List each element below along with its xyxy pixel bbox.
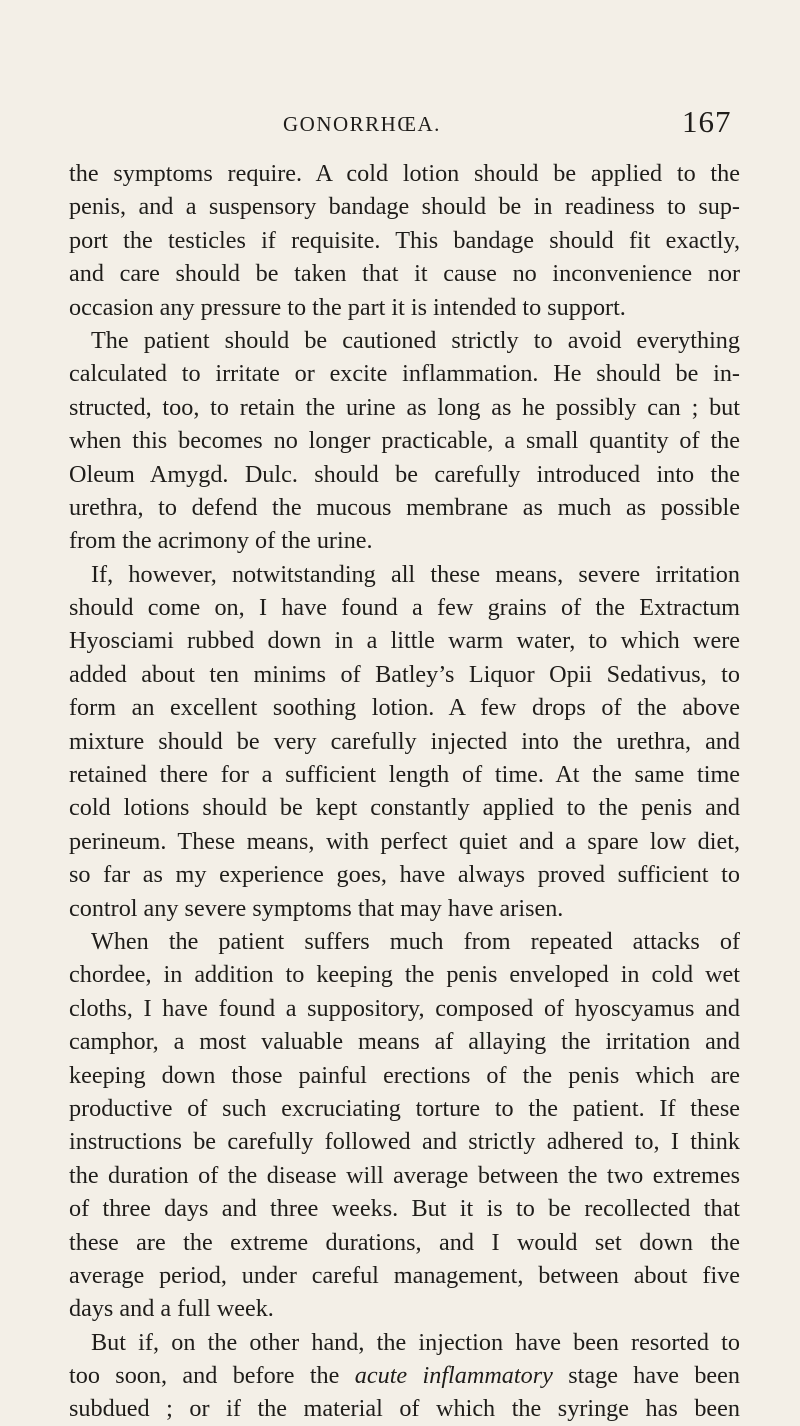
text-line: chordee, in addition to keeping the penis enveloped in cold wet — [69, 961, 740, 989]
text-run: stage have been — [552, 1362, 740, 1390]
text-line: port the testicles if requisite. This bandage should fit exactly, — [69, 226, 740, 254]
italic-phrase: acute inflammatory — [354, 1362, 553, 1390]
text-line: The patient should be cautioned strictly to avoid everything — [91, 326, 740, 354]
text-line-with-italic — [69, 1359, 740, 1392]
text-line: average period, under careful management, between about five — [69, 1261, 740, 1289]
text-line: should come on, I have found a few grains of the Extractum — [69, 594, 740, 622]
text-line: productive of such excruciating torture to the patient. If these — [69, 1094, 740, 1122]
text-line: But if, on the other hand, the injection have been resorted to — [91, 1328, 740, 1356]
text-line: from the acrimony of the urine. — [69, 527, 373, 555]
text-line: keeping down those painful erections of the penis which are — [69, 1061, 740, 1089]
text-line: these are the extreme durations, and I would set down the — [69, 1228, 740, 1256]
text-line: subdued ; or if the material of which the syringe has been — [69, 1395, 740, 1423]
text-line: urethra, to defend the mucous membrane as much as possible — [69, 493, 740, 521]
text-line: the symptoms require. A cold lotion should be applied to the — [69, 160, 740, 187]
running-head — [0, 104, 800, 142]
text-line: cold lotions should be kept constantly applied to the penis and — [69, 794, 740, 822]
text-line: structed, too, to retain the urine as long as he possibly can ; but — [69, 393, 740, 421]
text-line: added about ten minims of Batley’s Liquor Opii Sedativus, to — [69, 660, 740, 688]
text-line: days and a full week. — [69, 1295, 274, 1323]
text-line: mixture should be very carefully injected into the urethra, and — [69, 727, 740, 755]
text-line: so far as my experience goes, have always proved sufficient to — [69, 861, 740, 889]
text-run: too soon, and before the — [69, 1362, 355, 1390]
text-line: Hyosciami rubbed down in a little warm water, to which were — [69, 627, 740, 655]
text-line: penis, and a suspensory bandage should be in readiness to sup- — [69, 193, 740, 221]
text-line: the duration of the disease will average between the two extremes — [69, 1161, 740, 1189]
text-line: retained there for a sufficient length of time. At the same time — [69, 761, 740, 789]
body-text — [69, 157, 740, 1426]
text-line: Oleum Amygd. Dulc. should be carefully introduced into the — [69, 460, 740, 488]
text-line: and care should be taken that it cause no inconvenience nor — [69, 260, 740, 288]
text-line: when this becomes no longer practicable, a small quantity of the — [69, 427, 740, 455]
text-line: If, however, notwitstanding all these means, severe irritation — [91, 560, 740, 588]
text-line: calculated to irritate or excite inflammation. He should be in- — [69, 360, 740, 388]
text-line: occasion any pressure to the part it is intended to support. — [69, 293, 626, 321]
text-line: perineum. These means, with perfect quiet and a spare low diet, — [69, 827, 740, 855]
text-line: camphor, a most valuable means af allaying the irritation and — [69, 1028, 740, 1056]
text-line: control any severe symptoms that may have arisen. — [69, 894, 564, 922]
text-line: When the patient suffers much from repeated attacks of — [91, 927, 740, 955]
text-line: form an excellent soothing lotion. A few drops of the above — [69, 694, 740, 722]
text-line: of three days and three weeks. But it is to be recollected that — [69, 1195, 740, 1223]
text-line: instructions be carefully followed and strictly adhered to, I think — [69, 1128, 740, 1156]
running-title: GONORRHŒA. — [283, 112, 441, 136]
text-line: cloths, I have found a suppository, composed of hyoscyamus and — [69, 994, 740, 1022]
page-number: 167 — [682, 104, 732, 139]
